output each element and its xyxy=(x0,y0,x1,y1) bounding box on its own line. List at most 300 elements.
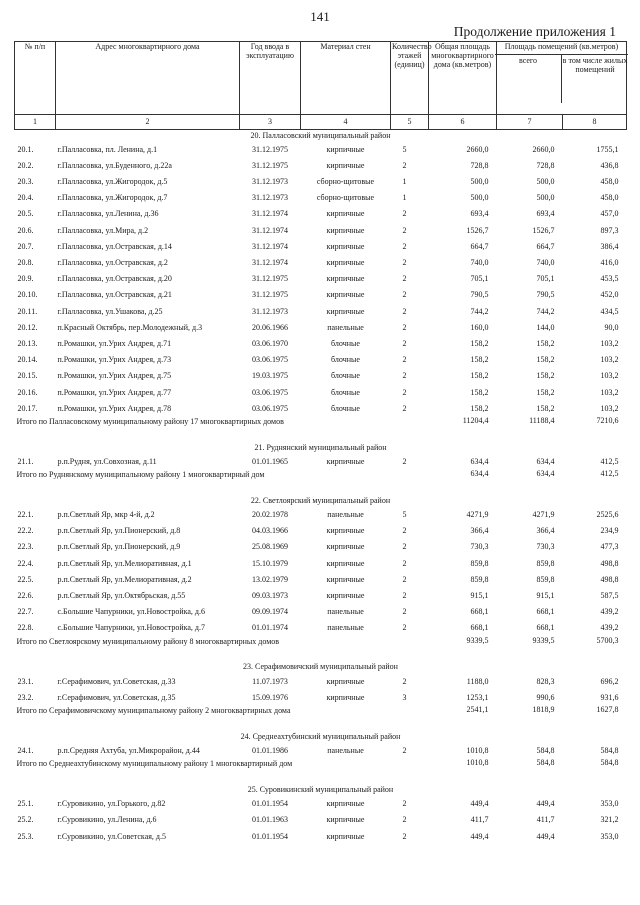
row-year: 11.07.1973 xyxy=(252,676,288,686)
row-premises-living: 386,4 xyxy=(600,241,619,251)
row-material: кирпичные xyxy=(326,225,365,235)
row-address: г.Палласовка, ул.Остравская, д.14 xyxy=(57,241,172,251)
row-address: г.Серафимович, ул.Советская, д.35 xyxy=(57,692,176,702)
row-material: кирпичные xyxy=(326,144,365,154)
row-material: кирпичные xyxy=(326,241,365,251)
row-floors: 2 xyxy=(402,799,407,809)
row-premises-all: 158,2 xyxy=(536,355,555,365)
table-row xyxy=(15,401,627,417)
table-row xyxy=(15,605,627,621)
row-premises-living: 434,5 xyxy=(600,306,619,316)
total-premises-all: 9339,5 xyxy=(532,636,555,645)
row-premises-all: 915,1 xyxy=(536,591,555,600)
table-row xyxy=(15,621,627,637)
row-address: р.п.Светлый Яр, мкр 4-й, д.2 xyxy=(57,510,155,520)
section-title: 22. Светлоярский муниципальный район xyxy=(250,495,391,505)
section-title: 25. Суровикинский муниципальный район xyxy=(247,785,394,795)
header-year: Год ввода в эксплуатацию xyxy=(240,42,301,115)
row-premises-all: 1526,7 xyxy=(532,225,555,235)
row-material: панельные xyxy=(327,607,364,617)
row-year: 31.12.1973 xyxy=(252,193,288,203)
row-year: 19.03.1975 xyxy=(252,371,288,381)
row-floors: 2 xyxy=(402,322,407,332)
row-floors: 2 xyxy=(402,623,407,633)
section-row xyxy=(15,662,627,674)
table-row xyxy=(15,239,627,255)
table-row xyxy=(15,191,627,207)
row-address: р.п.Светлый Яр, ул.Октябрьская, д.55 xyxy=(57,591,186,600)
row-area: 634,4 xyxy=(470,456,489,466)
row-address: г.Палласовка, ул.Жигородок, д.5 xyxy=(57,177,168,187)
column-number: 4 xyxy=(301,115,391,130)
header-premises xyxy=(497,42,627,115)
row-floors: 2 xyxy=(402,160,407,170)
row-material: кирпичные xyxy=(326,258,365,267)
row-floors: 2 xyxy=(402,338,407,348)
row-material: кирпичные xyxy=(326,160,365,170)
row-address: п.Ромашки, ул.Урих Андрея, д.73 xyxy=(57,355,172,365)
row-premises-all: 693,4 xyxy=(536,209,555,219)
row-number: 22.8. xyxy=(17,623,34,633)
row-area: 500,0 xyxy=(470,193,489,203)
total-label: Итого по Палласовскому муниципальному району 17 многоквартирных домов xyxy=(16,417,284,427)
row-year: 03.06.1975 xyxy=(252,387,288,397)
row-premises-living: 1755,1 xyxy=(596,144,619,154)
row-area: 158,2 xyxy=(470,403,489,413)
row-year: 09.09.1974 xyxy=(252,607,288,617)
row-material: кирпичные xyxy=(326,692,365,702)
header-premises-living: в том числе жилых помещений xyxy=(562,55,628,74)
row-area: 1010,8 xyxy=(466,745,489,755)
row-number: 20.2. xyxy=(17,160,34,170)
row-premises-all: 4271,9 xyxy=(532,510,555,520)
row-number: 20.9. xyxy=(17,274,34,284)
row-floors: 2 xyxy=(402,209,407,219)
row-number: 20.17. xyxy=(17,403,38,413)
row-floors: 2 xyxy=(402,371,407,381)
row-floors: 2 xyxy=(402,815,407,825)
row-premises-living: 321,2 xyxy=(600,815,619,825)
row-year: 31.12.1974 xyxy=(252,225,288,235)
table-row xyxy=(15,385,627,401)
total-area: 1010,8 xyxy=(466,759,489,768)
row-address: г.Суровикино, ул.Советская, д.5 xyxy=(57,831,166,841)
total-row xyxy=(15,706,627,731)
row-number: 20.8. xyxy=(17,258,34,267)
row-premises-all: 158,2 xyxy=(536,387,555,397)
section-title: 24. Среднеахтубинский муниципальный район xyxy=(240,731,401,741)
row-material: сборно-щитовые xyxy=(316,193,375,203)
row-premises-living: 457,0 xyxy=(600,209,619,219)
total-premises-living: 412,5 xyxy=(600,470,619,479)
row-material: блочные xyxy=(331,355,360,365)
row-year: 31.12.1975 xyxy=(252,290,288,300)
row-year: 01.01.1974 xyxy=(252,623,288,633)
row-material: панельные xyxy=(327,623,364,633)
row-premises-all: 2660,0 xyxy=(532,144,555,154)
table-row xyxy=(15,352,627,368)
table-row xyxy=(15,272,627,288)
row-area: 705,1 xyxy=(470,274,489,284)
row-address: с.Большие Чапурники, ул.Новостройка, д.6 xyxy=(57,607,205,617)
row-premises-living: 439,2 xyxy=(600,623,619,633)
row-year: 13.02.1979 xyxy=(252,574,288,584)
row-premises-living: 931,6 xyxy=(600,692,619,702)
row-address: г.Палласовка, ул.Буденного, д.22а xyxy=(57,160,172,170)
row-address: п.Ромашки, ул.Урих Андрея, д.77 xyxy=(57,387,172,397)
row-address: г.Палласовка, пл. Ленина, д.1 xyxy=(57,144,158,154)
section-title: 21. Руднянский муниципальный район xyxy=(254,442,387,452)
row-address: г.Палласовка, ул.Остравская, д.2 xyxy=(57,258,168,267)
row-premises-all: 990,6 xyxy=(536,692,555,702)
row-number: 23.1. xyxy=(17,676,34,686)
row-year: 31.12.1974 xyxy=(252,209,288,219)
row-area: 449,4 xyxy=(470,831,489,841)
row-premises-living: 103,2 xyxy=(600,338,619,348)
row-year: 31.12.1973 xyxy=(252,177,288,187)
total-premises-all: 1818,9 xyxy=(532,706,555,715)
column-number: 3 xyxy=(240,115,301,130)
row-year: 31.12.1975 xyxy=(252,144,288,154)
row-area: 664,7 xyxy=(470,241,489,251)
row-number: 20.4. xyxy=(17,193,34,203)
row-area: 668,1 xyxy=(470,607,489,617)
section-row xyxy=(15,130,627,143)
row-year: 09.03.1973 xyxy=(252,591,288,600)
row-number: 20.1. xyxy=(17,144,34,154)
row-premises-all: 705,1 xyxy=(536,274,555,284)
row-number: 20.15. xyxy=(17,371,38,381)
table-row xyxy=(15,813,627,829)
row-number: 22.7. xyxy=(17,607,34,617)
row-material: кирпичные xyxy=(326,591,365,600)
total-row xyxy=(15,759,627,784)
row-year: 03.06.1975 xyxy=(252,403,288,413)
row-number: 20.10. xyxy=(17,290,38,300)
row-address: р.п.Светлый Яр, ул.Пионерский, д.9 xyxy=(57,542,181,552)
row-address: г.Палласовка, ул.Остравская, д.21 xyxy=(57,290,172,300)
column-number: 2 xyxy=(56,115,240,130)
row-floors: 2 xyxy=(402,607,407,617)
row-year: 03.06.1970 xyxy=(252,338,288,348)
row-premises-living: 453,5 xyxy=(600,274,619,284)
total-premises-living: 1627,8 xyxy=(596,706,619,715)
row-area: 790,5 xyxy=(470,290,489,300)
row-premises-living: 696,2 xyxy=(600,676,619,686)
row-address: п.Красный Октябрь, пер.Молодежный, д.3 xyxy=(57,322,203,332)
row-premises-living: 436,8 xyxy=(600,160,619,170)
row-floors: 5 xyxy=(402,510,407,520)
row-number: 20.6. xyxy=(17,225,34,235)
column-number: 8 xyxy=(563,115,627,130)
header-premises-all: всего xyxy=(495,55,562,103)
total-label: Итого по Среднеахтубинскому муниципальному району 1 многоквартирный дом xyxy=(16,759,293,769)
row-premises-living: 584,8 xyxy=(600,745,619,755)
row-material: кирпичные xyxy=(326,831,365,841)
row-area: 859,8 xyxy=(470,558,489,568)
column-number: 1 xyxy=(15,115,56,130)
table-header xyxy=(15,42,627,130)
row-material: кирпичные xyxy=(326,526,365,536)
table-row xyxy=(15,207,627,223)
row-material: панельные xyxy=(327,745,364,755)
row-floors: 2 xyxy=(402,258,407,267)
row-address: г.Суровикино, ул.Ленина, д.6 xyxy=(57,815,157,825)
row-premises-all: 449,4 xyxy=(536,831,555,841)
column-number: 7 xyxy=(497,115,563,130)
row-premises-all: 158,2 xyxy=(536,371,555,381)
row-number: 20.5. xyxy=(17,209,34,219)
row-number: 20.11. xyxy=(17,306,38,316)
row-premises-living: 90,0 xyxy=(604,322,619,332)
column-number: 6 xyxy=(429,115,497,130)
row-number: 20.7. xyxy=(17,241,34,251)
row-area: 158,2 xyxy=(470,387,489,397)
row-area: 744,2 xyxy=(470,306,489,316)
row-address: г.Палласовка, ул.Остравская, д.20 xyxy=(57,274,172,284)
table-row xyxy=(15,336,627,352)
row-premises-living: 412,5 xyxy=(600,456,619,466)
row-material: блочные xyxy=(331,403,360,413)
total-label: Итого по Серафимовичскому муниципальному району 2 многоквартирных дома xyxy=(16,706,291,716)
row-premises-living: 452,0 xyxy=(600,290,619,300)
header-area: Общая площадь многоквартирного дома (кв.метров) xyxy=(429,42,497,115)
row-floors: 3 xyxy=(402,692,407,702)
row-year: 31.12.1975 xyxy=(252,160,288,170)
table-row xyxy=(15,142,627,158)
row-floors: 2 xyxy=(402,306,407,316)
row-premises-living: 897,3 xyxy=(600,225,619,235)
row-premises-all: 740,0 xyxy=(536,258,555,267)
total-label: Итого по Светлоярскому муниципальному району 8 многоквартирных домов xyxy=(16,636,280,646)
row-material: кирпичные xyxy=(326,209,365,219)
section-row xyxy=(15,442,627,454)
continuation-title: Продолжение приложения 1 xyxy=(453,24,616,39)
row-year: 31.12.1973 xyxy=(252,306,288,316)
row-premises-all: 668,1 xyxy=(536,607,555,617)
row-year: 25.08.1969 xyxy=(252,542,288,552)
row-number: 25.1. xyxy=(17,799,34,809)
row-address: р.п.Рудня, ул.Совхозная, д.11 xyxy=(57,456,157,466)
row-year: 20.06.1966 xyxy=(252,322,288,332)
row-material: блочные xyxy=(331,387,360,397)
total-row xyxy=(15,417,627,442)
table-row xyxy=(15,174,627,190)
table-row xyxy=(15,507,627,523)
row-number: 20.12. xyxy=(17,322,38,332)
total-premises-all: 634,4 xyxy=(536,470,555,479)
row-floors: 2 xyxy=(402,290,407,300)
row-material: блочные xyxy=(331,371,360,381)
row-floors: 2 xyxy=(402,558,407,568)
row-premises-living: 103,2 xyxy=(600,371,619,381)
row-floors: 2 xyxy=(402,526,407,536)
row-area: 1188,0 xyxy=(466,676,489,686)
row-premises-all: 664,7 xyxy=(536,241,555,251)
row-premises-all: 634,4 xyxy=(536,456,555,466)
row-number: 22.5. xyxy=(17,574,34,584)
table-row xyxy=(15,524,627,540)
table-row xyxy=(15,556,627,572)
row-area: 449,4 xyxy=(470,799,489,809)
row-area: 730,3 xyxy=(470,542,489,552)
row-floors: 2 xyxy=(402,676,407,686)
row-material: блочные xyxy=(331,338,360,348)
row-floors: 2 xyxy=(402,456,407,466)
row-floors: 2 xyxy=(402,274,407,284)
row-material: кирпичные xyxy=(326,290,365,300)
row-premises-all: 790,5 xyxy=(536,290,555,300)
row-area: 693,4 xyxy=(470,209,489,219)
row-premises-all: 366,4 xyxy=(536,526,555,536)
row-floors: 2 xyxy=(402,387,407,397)
header-material: Материал стен xyxy=(301,42,391,115)
row-floors: 2 xyxy=(402,403,407,413)
header-premises-label: Площадь помещений (кв.метров) xyxy=(504,42,619,51)
row-address: п.Ромашки, ул.Урих Андрея, д.71 xyxy=(57,338,172,348)
row-year: 15.09.1976 xyxy=(252,692,288,702)
row-address: г.Палласовка, ул.Мира, д.2 xyxy=(57,225,149,235)
section-row xyxy=(15,784,627,796)
row-premises-living: 353,0 xyxy=(600,831,619,841)
row-premises-living: 353,0 xyxy=(600,799,619,809)
row-number: 22.4. xyxy=(17,558,34,568)
row-premises-living: 234,9 xyxy=(600,526,619,536)
row-area: 668,1 xyxy=(470,623,489,633)
row-floors: 2 xyxy=(402,542,407,552)
table-row xyxy=(15,572,627,588)
row-premises-all: 728,8 xyxy=(536,160,555,170)
row-floors: 2 xyxy=(402,574,407,584)
row-premises-all: 158,2 xyxy=(536,403,555,413)
row-area: 1526,7 xyxy=(466,225,489,235)
header-num: № п/п xyxy=(15,42,56,115)
table-row xyxy=(15,255,627,271)
table-row xyxy=(15,743,627,759)
total-area: 9339,5 xyxy=(466,636,489,645)
row-number: 22.2. xyxy=(17,526,34,536)
row-address: р.п.Светлый Яр, ул.Мелиоративная, д.1 xyxy=(57,558,192,568)
row-address: с.Большие Чапурники, ул.Новостройка, д.7 xyxy=(57,623,205,633)
row-address: г.Палласовка, ул.Жигородок, д.7 xyxy=(57,193,168,203)
row-address: г.Суровикино, ул.Горького, д.82 xyxy=(57,799,166,809)
row-premises-living: 587,5 xyxy=(600,591,619,600)
row-floors: 2 xyxy=(402,225,407,235)
row-year: 31.12.1974 xyxy=(252,258,288,267)
row-area: 2660,0 xyxy=(466,144,489,154)
row-number: 20.16. xyxy=(17,387,38,397)
row-number: 25.2. xyxy=(17,815,34,825)
row-year: 03.06.1975 xyxy=(252,355,288,365)
row-premises-living: 477,3 xyxy=(600,542,619,552)
row-floors: 2 xyxy=(402,831,407,841)
total-premises-living: 5700,3 xyxy=(596,636,619,645)
row-number: 20.14. xyxy=(17,355,38,365)
table-row xyxy=(15,540,627,556)
row-area: 158,2 xyxy=(470,355,489,365)
row-premises-all: 730,3 xyxy=(536,542,555,552)
table-row xyxy=(15,304,627,320)
total-area: 634,4 xyxy=(470,470,489,479)
total-area: 11204,4 xyxy=(462,417,489,426)
section-title: 20. Палласовский муниципальный район xyxy=(250,130,391,140)
row-address: п.Ромашки, ул.Урих Андрея, д.78 xyxy=(57,403,172,413)
row-premises-all: 859,8 xyxy=(536,558,555,568)
row-premises-all: 411,7 xyxy=(536,815,555,825)
table-row xyxy=(15,690,627,706)
row-premises-living: 103,2 xyxy=(600,403,619,413)
row-area: 411,7 xyxy=(470,815,489,825)
total-row xyxy=(15,470,627,495)
row-year: 01.01.1954 xyxy=(252,799,288,809)
table-row xyxy=(15,796,627,812)
row-premises-all: 158,2 xyxy=(536,338,555,348)
row-material: кирпичные xyxy=(326,574,365,584)
table-row xyxy=(15,454,627,470)
row-address: г.Палласовка, ул.Ушакова, д.25 xyxy=(57,306,163,316)
row-material: кирпичные xyxy=(326,815,365,825)
row-premises-living: 103,2 xyxy=(600,355,619,365)
row-premises-all: 744,2 xyxy=(536,306,555,316)
row-area: 740,0 xyxy=(470,258,489,267)
row-area: 500,0 xyxy=(470,177,489,187)
row-number: 20.13. xyxy=(17,338,38,348)
row-area: 158,2 xyxy=(470,338,489,348)
row-premises-living: 498,8 xyxy=(600,574,619,584)
header-floors: Количество этажей (единиц) xyxy=(391,42,429,115)
row-year: 31.12.1974 xyxy=(252,241,288,251)
total-premises-living: 584,8 xyxy=(600,759,619,768)
row-address: п.Ромашки, ул.Урих Андрея, д.75 xyxy=(57,371,172,381)
table-row xyxy=(15,369,627,385)
section-title: 23. Серафимовичский муниципальный район xyxy=(243,662,398,672)
row-number: 25.3. xyxy=(17,831,34,841)
row-year: 31.12.1975 xyxy=(252,274,288,284)
row-premises-all: 828,3 xyxy=(536,676,555,686)
table-row xyxy=(15,588,627,604)
row-number: 23.2. xyxy=(17,692,34,702)
row-year: 01.01.1954 xyxy=(252,831,288,841)
row-material: панельные xyxy=(327,322,364,332)
header-address: Адрес многоквартирного дома xyxy=(56,42,240,115)
row-material: кирпичные xyxy=(326,542,365,552)
row-area: 915,1 xyxy=(470,591,489,600)
section-row xyxy=(15,495,627,507)
row-floors: 2 xyxy=(402,591,407,600)
row-material: панельные xyxy=(327,510,364,520)
row-premises-living: 103,2 xyxy=(600,387,619,397)
total-premises-all: 584,8 xyxy=(536,759,555,768)
total-premises-living: 7210,6 xyxy=(596,417,619,426)
row-address: г.Серафимович, ул.Советская, д.33 xyxy=(57,676,176,686)
row-area: 160,0 xyxy=(470,322,489,332)
row-floors: 2 xyxy=(402,745,407,755)
row-address: р.п.Светлый Яр, ул.Пионерский, д.8 xyxy=(57,526,181,536)
row-area: 728,8 xyxy=(470,160,489,170)
column-number-row xyxy=(15,115,627,130)
table-row xyxy=(15,223,627,239)
column-number: 5 xyxy=(391,115,429,130)
table-body xyxy=(15,130,627,846)
row-premises-living: 2525,6 xyxy=(596,510,619,520)
row-premises-all: 449,4 xyxy=(536,799,555,809)
page-number: 141 xyxy=(310,9,330,24)
row-address: г.Палласовка, ул.Ленина, д.36 xyxy=(57,209,159,219)
row-floors: 2 xyxy=(402,241,407,251)
row-area: 4271,9 xyxy=(466,510,489,520)
table-row xyxy=(15,674,627,690)
row-number: 20.3. xyxy=(17,177,34,187)
